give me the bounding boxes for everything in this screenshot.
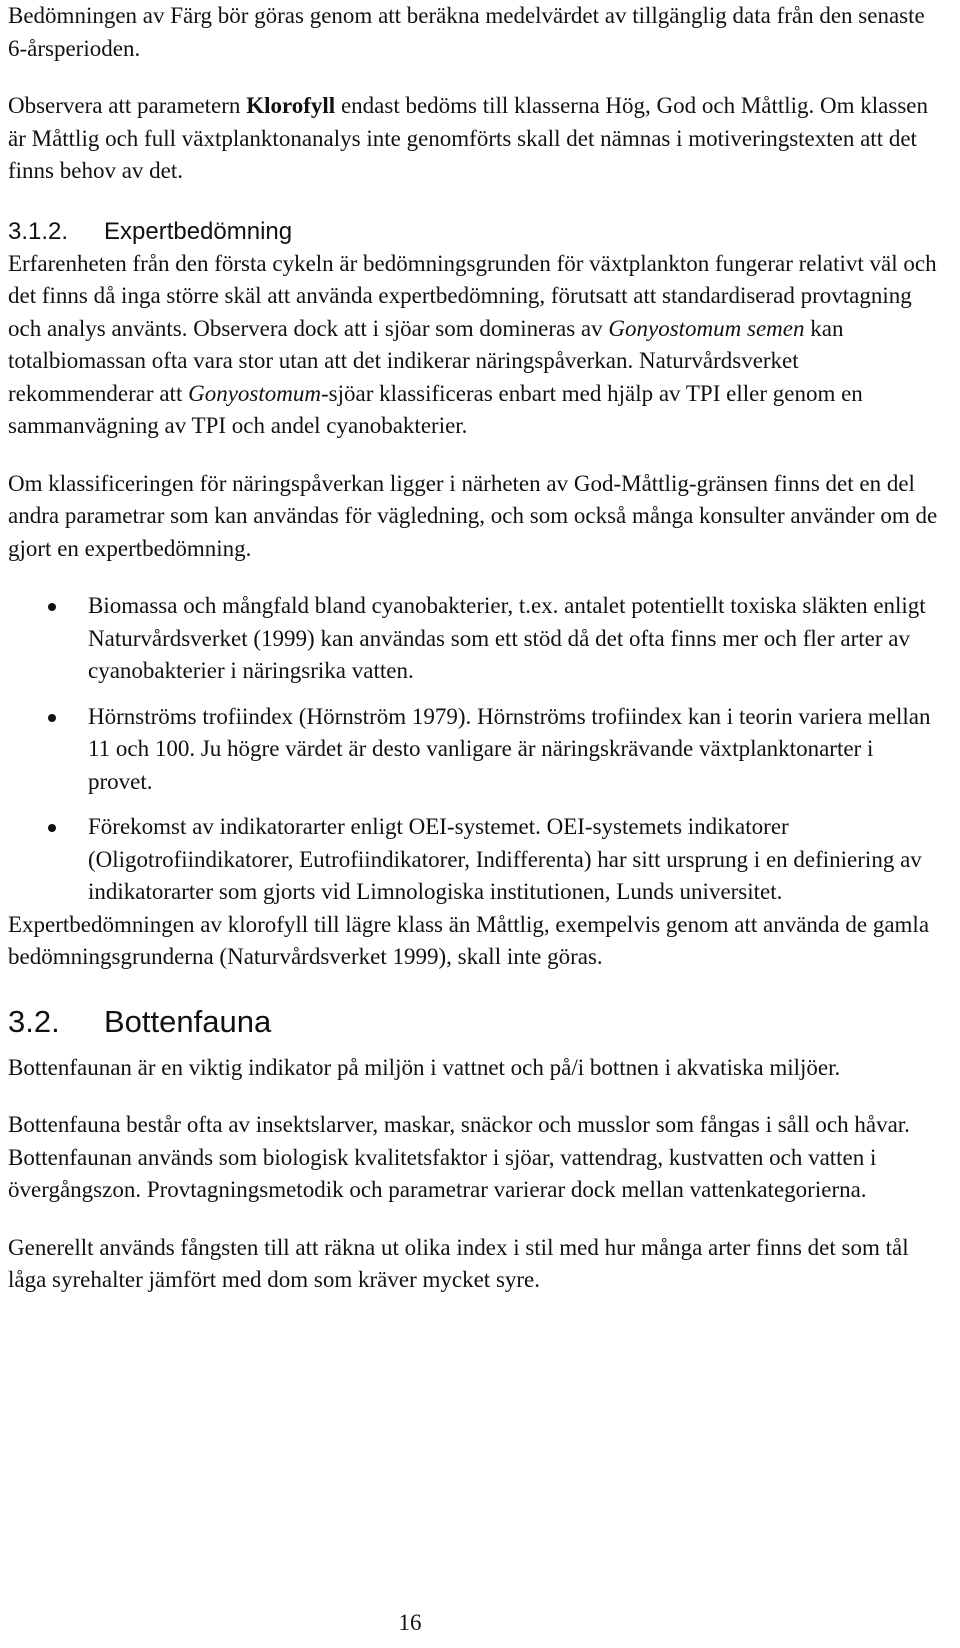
list-item-text: Hörnströms trofiindex (Hörnström 1979). Hörnströms trofiindex kan i teorin variera mellan 11 och 100. Ju högre värdet är desto vanligare är näringskrävande växtplanktonarter i provet. [88, 703, 931, 794]
bullet-icon [48, 824, 56, 832]
paragraph-bottenfaunan-indikator: Bottenfaunan är en viktig indikator på miljön i vattnet och på/i bottnen i akvatiska miljöer. [8, 1054, 841, 1080]
paragraph-bottenfauna-bestar: Bottenfauna består ofta av insektslarver, maskar, snäckor och musslor som fångas i såll och håvar. Bottenfaunan används som biologisk kvalitetsfaktor i sjöar, vattendrag, kustvatten och vatten i övergångszon. Provtagningsmetodik och parametrar varierar dock mellan vattenkategorierna. [8, 1112, 910, 1202]
paragraph-klassificeringen: Om klassificeringen för näringspåverkan ligger i närheten av God-Måttlig-gränsen finns det en del andra parametrar som kan användas för vägledning, och som också många konsulter använder om de gjort en expertbedömning. [8, 470, 938, 561]
section-title: Expertbedömning [104, 217, 293, 245]
page-content [8, 0, 938, 1297]
section-number: 3.1.2. [8, 217, 69, 245]
list-item [8, 811, 938, 909]
italic-term-gonyostomum: Gonyostomum [188, 380, 321, 406]
list-item [8, 590, 938, 688]
bullet-list [8, 590, 938, 909]
paragraph-erfarenheten [8, 248, 938, 443]
paragraph-generellt: Generellt används fångsten till att räkna ut olika index i stil med hur många arter finns det som tål låga syrehalter jämfört med dom som kräver mycket syre. [8, 1234, 909, 1292]
text-segment: -sjöar klassificeras enbart med hjälp av TPI eller genom en sammanvägning av TPI och andel cyanobakterier. [8, 380, 863, 438]
text-segment: Observera att parametern [8, 93, 247, 118]
text-segment: Erfarenheten från den första cykeln är bedömningsgrunden för växtplankton fungerar relativt väl och det finns då inga större skäl att använda expertbedömning, förutsatt att standardiserad provtagning och analys använts. Observera dock att i sjöar som domineras av [8, 250, 937, 341]
section-heading-expertbedomning [8, 216, 938, 248]
italic-term-gonyostomum-semen: Gonyostomum semen [608, 315, 805, 341]
text-segment: kan totalbiomassan ofta vara stor utan att det indikerar näringspåverkan. Naturvårdsverket rekommenderar att [8, 315, 844, 406]
bold-term-klorofyll: Klorofyll [246, 93, 336, 118]
page-number: 16 [398, 1610, 422, 1635]
paragraph-farg: Bedömningen av Färg bör göras genom att beräkna medelvärdet av tillgänglig data från den senaste 6-årsperioden. [8, 3, 925, 61]
bullet-icon [48, 603, 56, 611]
list-item [8, 701, 938, 799]
paragraph-expertbedomningen-klorofyll: Expertbedömningen av klorofyll till lägre klass än Måttlig, exempelvis genom att använda de gamla bedömningsgrunderna (Naturvårdsverket 1999), skall inte göras. [8, 911, 930, 969]
section-heading-bottenfauna [8, 1002, 938, 1042]
bullet-icon [48, 714, 56, 722]
section-number: 3.2. [8, 1003, 60, 1039]
paragraph-klorofyll [8, 90, 938, 188]
text-segment: endast bedöms till klasserna Hög, God och Måttlig. Om klassen är Måttlig och full växtplanktonanalys inte genomförts skall det nämnas i motiveringstexten att det finns behov av det. [8, 93, 929, 183]
section-title: Bottenfauna [104, 1003, 272, 1039]
list-item-text: Förekomst av indikatorarter enligt OEI-systemet. OEI-systemets indikatorer (Oligotrofiindikatorer, Eutrofiindikatorer, Indifferenta) har sitt ursprung i en definiering av indikatorarter som gjorts vid Limnologiska institutionen, Lunds universitet. [88, 814, 922, 904]
list-item-text: Biomassa och mångfald bland cyanobakterier, t.ex. antalet potentiellt toxiska släkten enligt Naturvårdsverket (1999) kan användas som ett stöd då det ofta finns mer och fler arter av cyanobakterier i näringsrika vatten. [88, 593, 926, 683]
